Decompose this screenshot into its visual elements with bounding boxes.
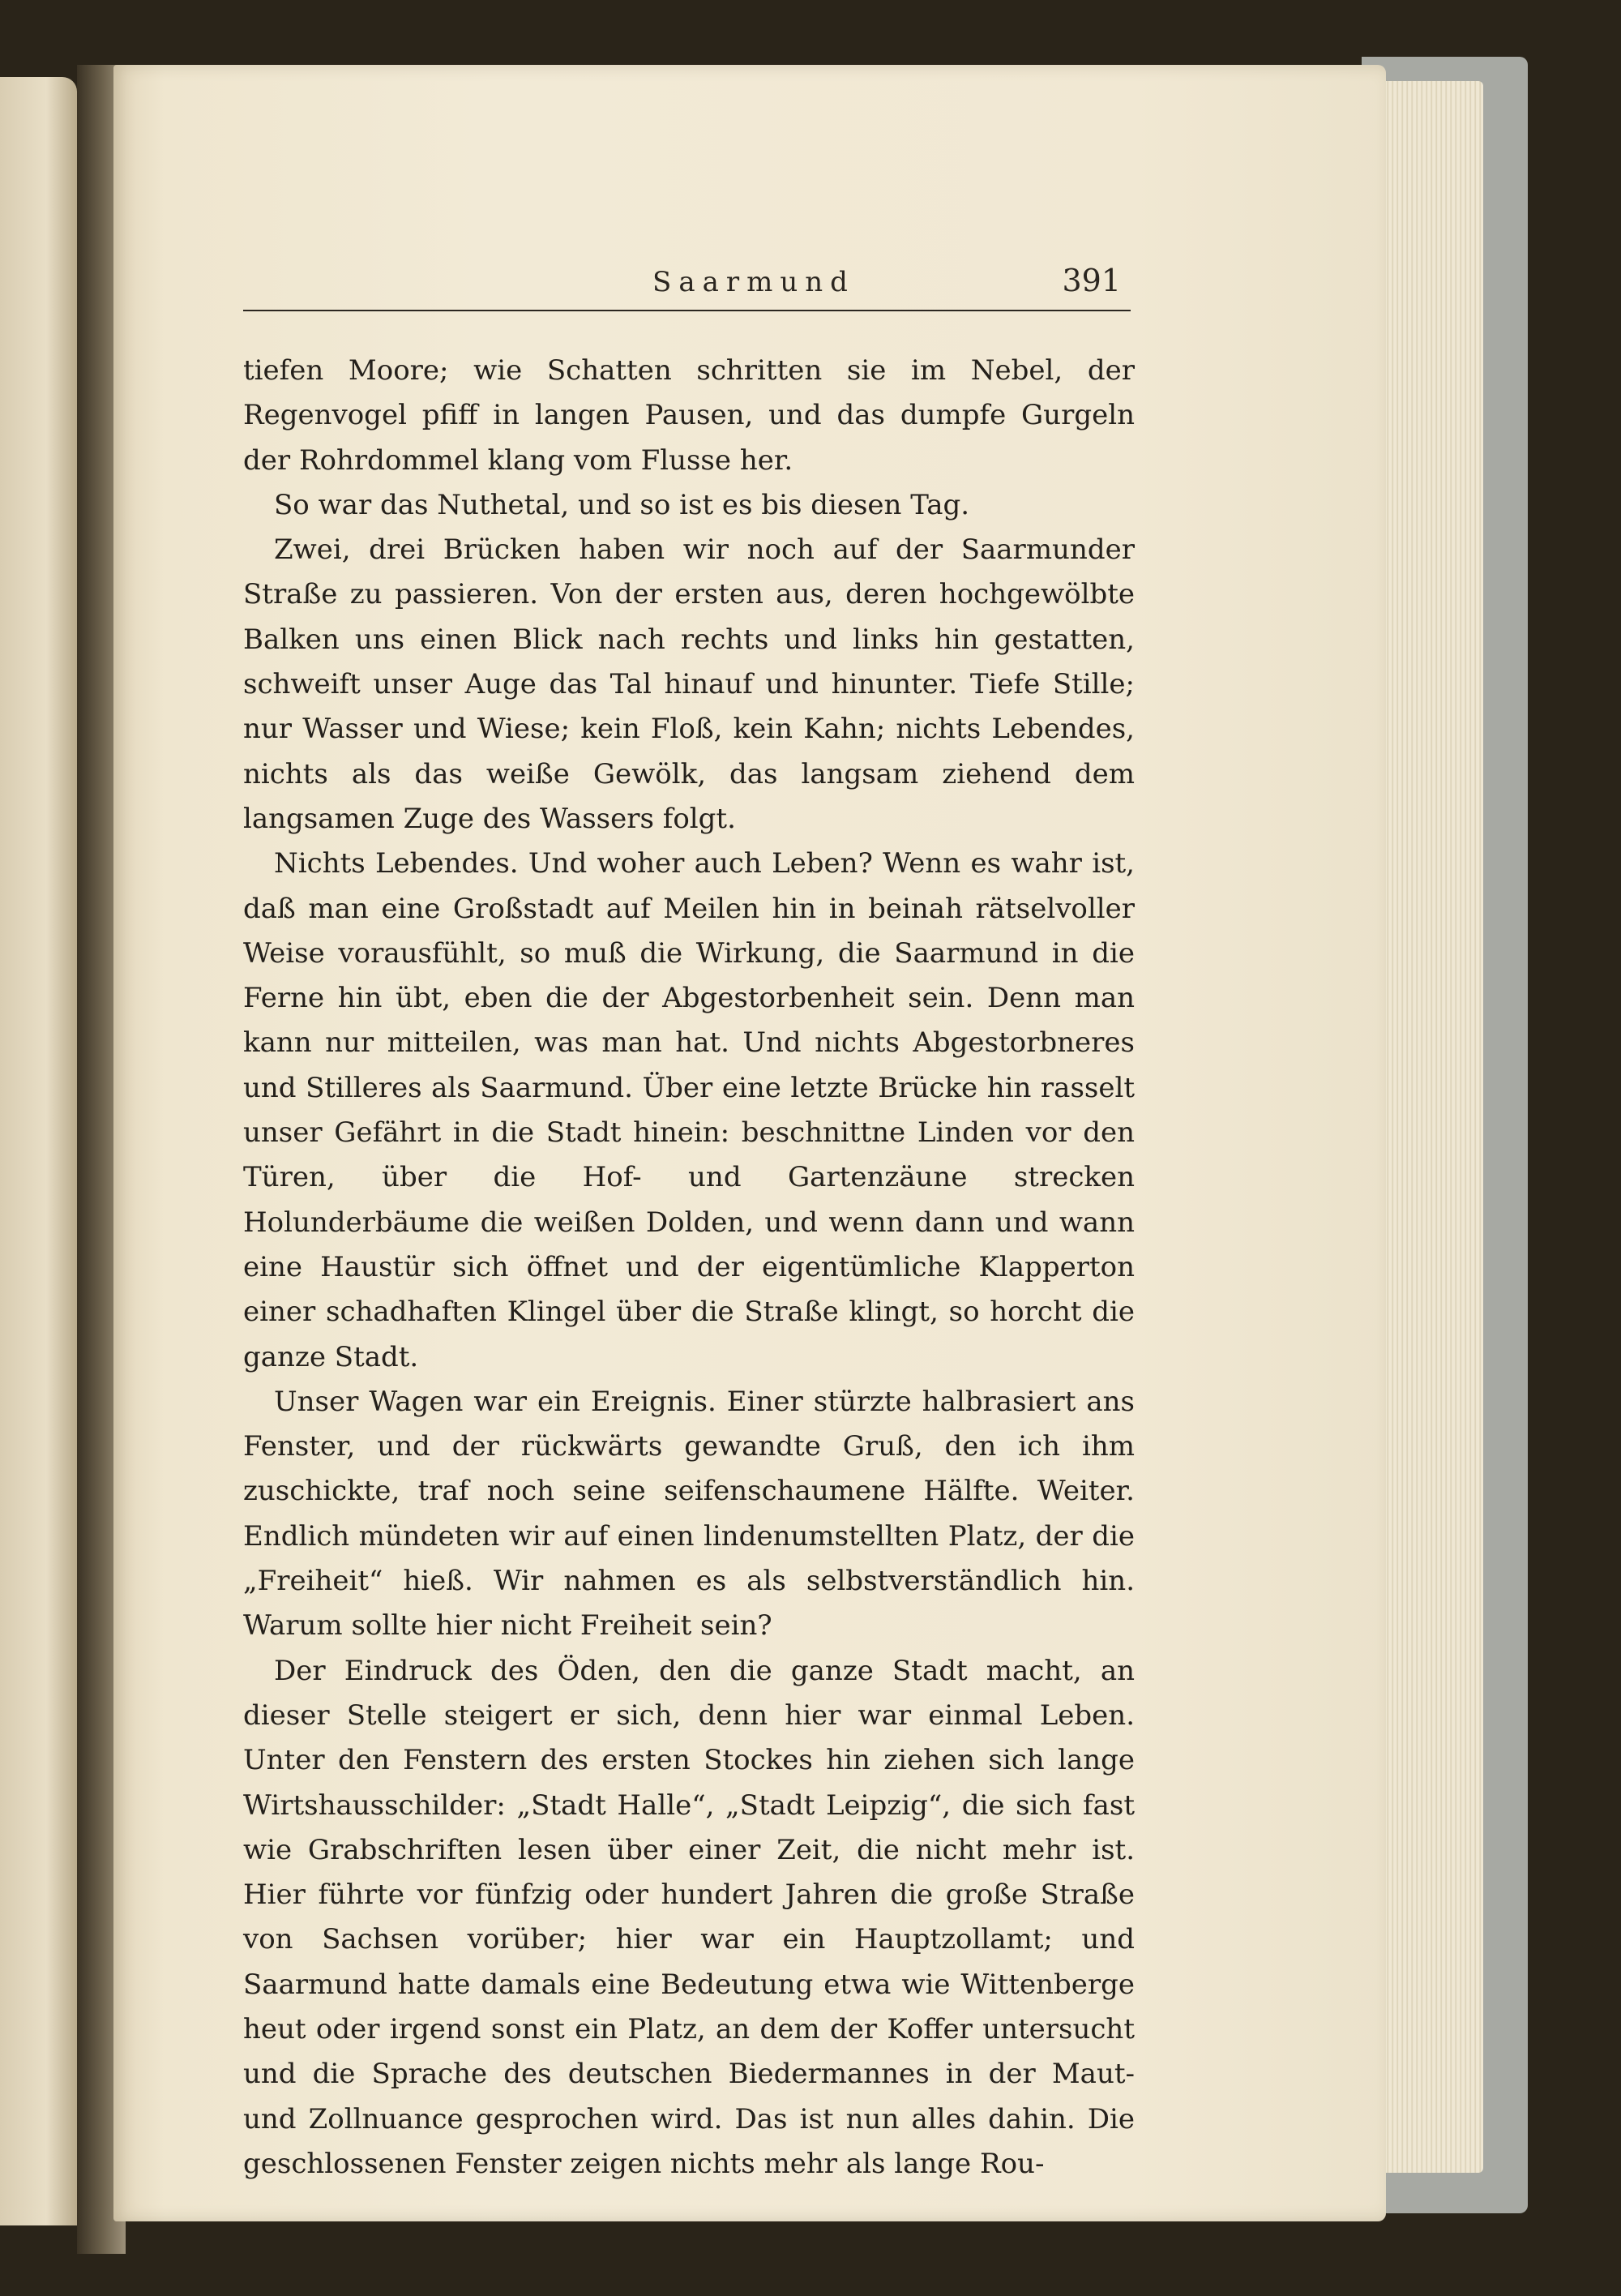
paragraph-4: Nichts Lebendes. Und woher auch Leben? Wenn es wahr ist, daß man eine Großstadt auf Meilen hin in beinah rätselvoller Weise vorausfühlt, so muß die Wirkung, die Saarmund in die Ferne hin übt, eben die der Abgestorbenheit sein. Denn man kann nur mitteilen, was man hat. Und nichts Abgestorbneres und Stilleres als Saarmund. Über eine letzte Brücke hin rasselt unser Gefährt in die Stadt hinein: beschnittne Linden vor den Türen, über die Hof- und Gartenzäune strecken Holunderbäume die weißen Dolden, und wenn dann und wann eine Haustür sich öffnet und der eigentümliche Klapperton einer schadhaften Klingel über die Straße klingt, so horcht die ganze Stadt.: [243, 847, 1135, 1373]
page-stack-edges: [1370, 81, 1483, 2173]
left-page-edge: [0, 77, 77, 2225]
running-title: Saarmund: [652, 266, 855, 298]
paragraph-6: Der Eindruck des Öden, den die ganze Stadt macht, an dieser Stelle steigert er sich, denn hier war einmal Leben. Unter den Fenstern des ersten Stockes hin ziehen sich lange Wirtshausschilder: „Stadt Halle“, „Stadt Leipzig“, die sich fast wie Grabschriften lesen über einer Zeit, die nicht mehr ist. Hier führte vor fünfzig oder hundert Jahren die große Straße von Sachsen vorüber; hier war ein Hauptzollamt; und Saarmund hatte damals eine Bedeutung etwa wie Wittenberge heut oder irgend sonst ein Platz, an dem der Koffer untersucht und die Sprache des deutschen Biedermannes in der Maut- und Zollnuance gesprochen wird. Das ist nun alles dahin. Die geschlossenen Fenster zeigen nichts mehr als lange Rou-: [243, 1654, 1135, 2180]
paragraph-5: Unser Wagen war ein Ereignis. Einer stürzte halbrasiert ans Fenster, und der rückwärts gewandte Gruß, den ich ihm zuschickte, traf noch seine seifenschaumene Hälfte. Weiter. Endlich mündeten wir auf einen lindenumstellten Platz, der die „Freiheit“ hieß. Wir nahmen es als selbstverständlich hin. Warum sollte hier nicht Freiheit sein?: [243, 1385, 1135, 1643]
page-number: 391: [1062, 263, 1121, 298]
paragraph-1: tiefen Moore; wie Schatten schritten sie im Nebel, der Regenvogel pfiff in langen Pausen, und das dumpfe Gurgeln der Rohrdommel klang vom Flusse her.: [243, 354, 1135, 477]
paragraph-3: Zwei, drei Brücken haben wir noch auf der Saarmunder Straße zu passieren. Von der ersten aus, deren hochgewölbte Balken uns einen Blick nach rechts und links hin gestatten, schweift unser Auge das Tal hinauf und hinunter. Tiefe Stille; nur Wasser und Wiese; kein Floß, kein Kahn; nichts Lebendes, nichts als das weiße Gewölk, das langsam ziehend dem langsamen Zuge des Wassers folgt.: [243, 533, 1135, 835]
running-head: [243, 261, 1131, 311]
paragraph-2: So war das Nuthetal, und so ist es bis diesen Tag.: [274, 488, 970, 521]
body-text: [243, 349, 1135, 2187]
